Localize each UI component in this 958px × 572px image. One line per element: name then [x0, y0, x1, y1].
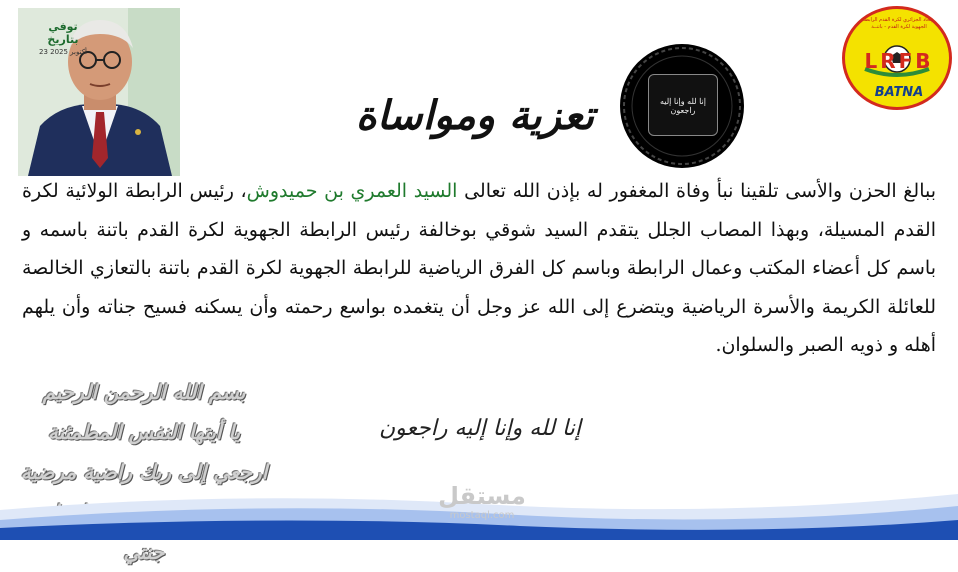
- photo-caption: [38, 20, 88, 56]
- message-intro: ببالغ الحزن والأسى تلقينا نبأ وفاة المغفور له بإذن الله تعالى: [457, 180, 936, 202]
- verse-line: يا أيتها النفس المطمئنة: [47, 420, 241, 444]
- deceased-photo: [18, 8, 180, 176]
- verse-line: بسم الله الرحمن الرحيم: [42, 380, 246, 404]
- logo-org-name: الإتحاد الجزائري لكرة القدم الرابطة الجهوية لكرة القدم - باتنــة: [862, 17, 936, 30]
- league-logo: [842, 6, 952, 110]
- death-date: 23 أكتوبر 2025: [38, 48, 87, 56]
- verse-line: جنتي: [123, 540, 165, 564]
- watermark-brand: مستقل: [438, 482, 526, 510]
- condolence-seal: [620, 44, 744, 168]
- logo-letters: LRFB: [864, 49, 934, 73]
- death-label: توفي بتاريخ: [47, 20, 79, 46]
- closing-phrase: إنا لله وإنا إليه راجعون: [379, 416, 581, 441]
- watermark: [422, 482, 542, 526]
- seal-frame: [648, 74, 718, 136]
- message-body: ، رئيس الرابطة الولائية لكرة القدم المسيلة، وبهذا المصاب الجلل يتقدم السيد شوقي بوخالفة رئيس الرابطة الجهوية لكرة القدم باتنة باسمه و باسم كل أعضاء المكتب وعمال الرابطة وباسم كل الفرق الرياضية للرابطة الجهوية لكرة القدم باتنة بالتعازي الخالصة للعائلة الكريمة والأسرة الرياضية ويتضرع إلى الله عز وجل أن يتغمده بواسع رحمته وأن يسكنه فسيح جناته وأن يلهم أهله و ذويه الصبر والسلوان.: [22, 180, 936, 356]
- seal-text: إنا لله وإنا إليه راجعون: [659, 97, 706, 115]
- page-title: تعزية ومواساة: [355, 92, 595, 139]
- logo-city: BATNA: [874, 85, 924, 100]
- verse-line: ارجعي إلى ربك راضية مرضية: [20, 460, 268, 484]
- deceased-name: السيد العمري بن حميدوش: [246, 180, 458, 202]
- condolence-message: [22, 172, 936, 365]
- watermark-url: mostaql.com: [449, 510, 515, 521]
